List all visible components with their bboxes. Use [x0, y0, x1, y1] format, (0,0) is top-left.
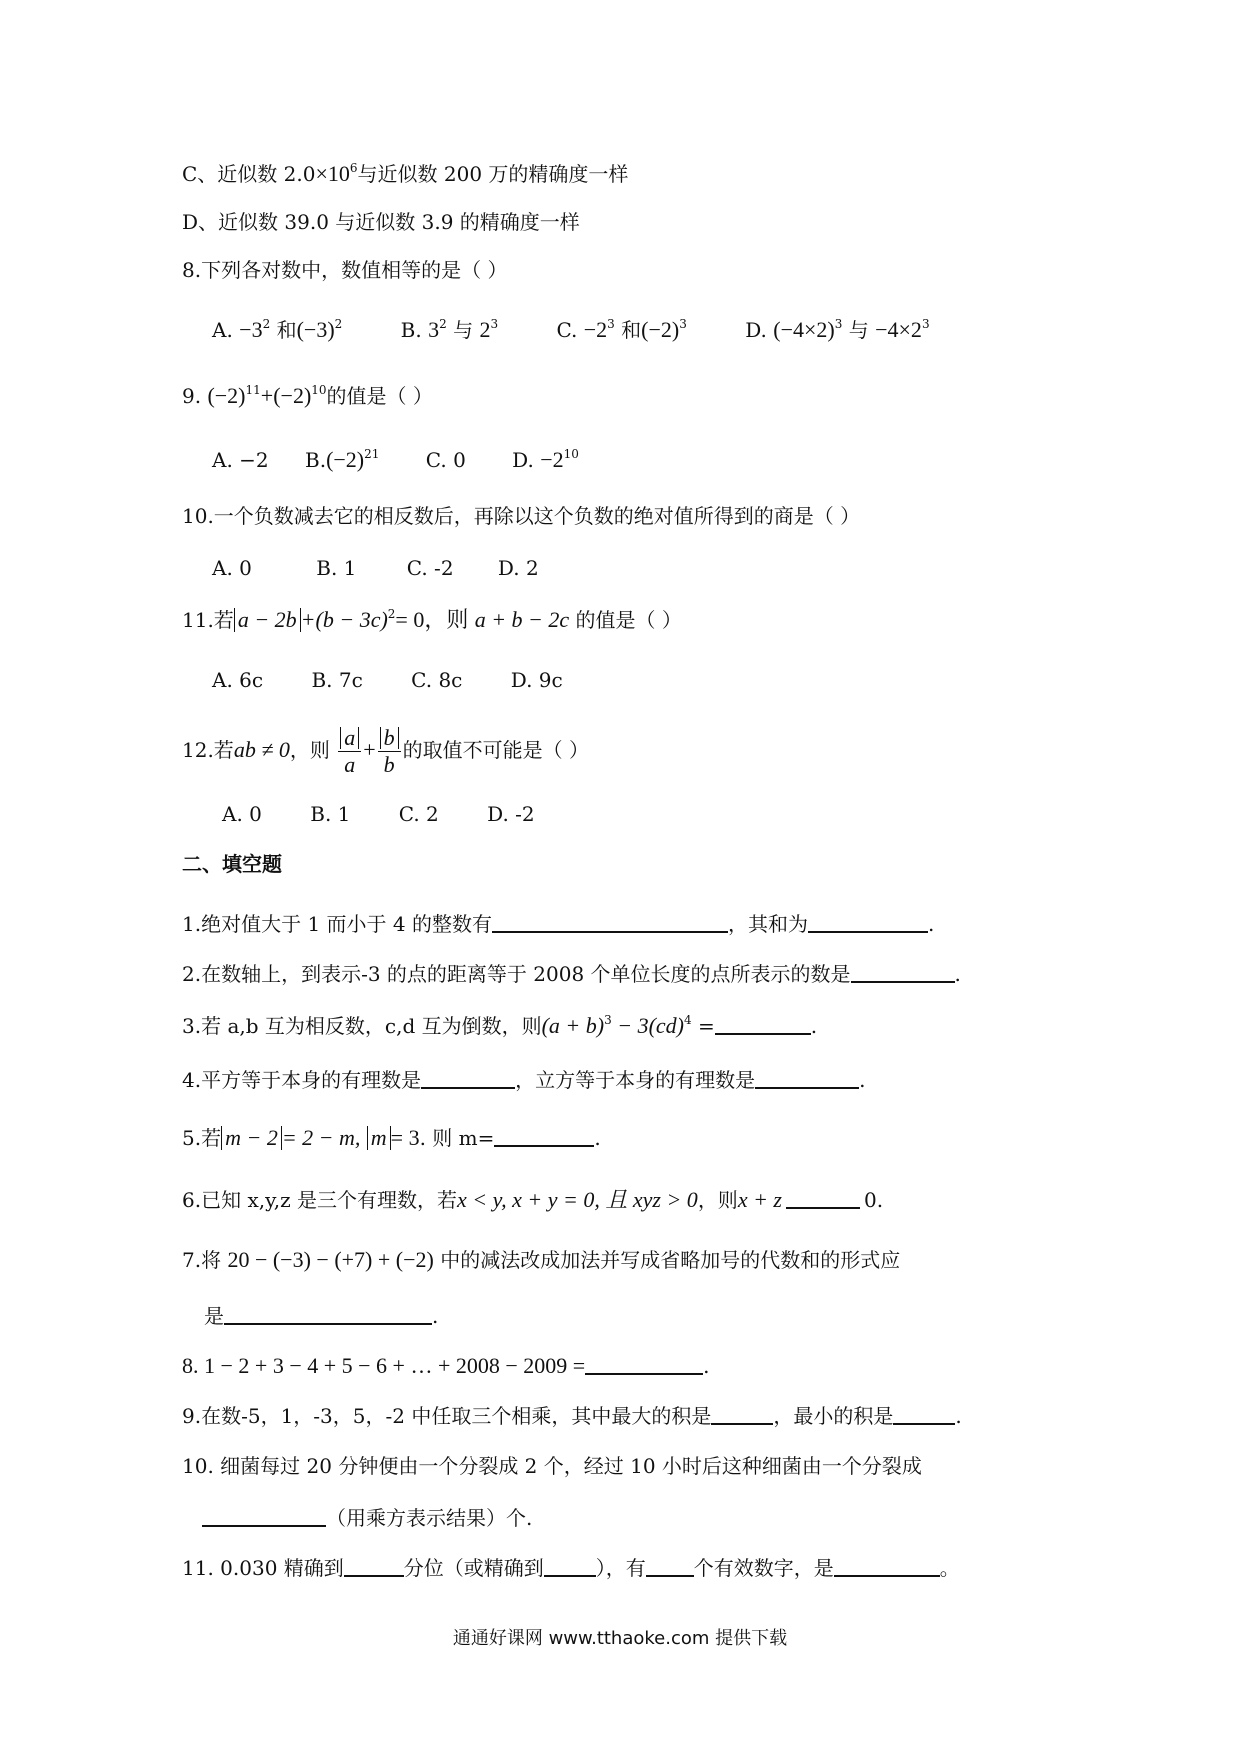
fill-1-end: . [927, 912, 935, 936]
question-8-text: 8.下列各对数中，数值相等的是（ ） [182, 258, 508, 282]
fill-question-3 [182, 1012, 817, 1040]
answer-blank[interactable] [834, 1557, 940, 1577]
fill-7-text1: 7.将 [182, 1248, 222, 1272]
answer-blank[interactable] [421, 1069, 515, 1089]
answer-blank[interactable] [851, 963, 955, 983]
option-8b-join: 与 [453, 318, 474, 342]
fill-9-text1: 9.在数-5，1，-3，5，-2 中任取三个相乘，其中最大的积是 [182, 1404, 712, 1428]
option-12d: D. -2 [487, 802, 535, 826]
answer-blank[interactable] [585, 1355, 703, 1375]
question-11-exp: 2 [387, 607, 396, 621]
fill-11-text4: 个有效数字，是 [693, 1556, 834, 1580]
option-10b: B. 1 [316, 556, 357, 580]
option-12c: C. 2 [398, 802, 439, 826]
question-12-text: 的取值不可能是（ ） [402, 738, 590, 762]
fill-6-cond: x < y, x + y = 0, 且 xyz > 0 [456, 1187, 698, 1212]
option-8c-exp1: 3 [607, 317, 615, 331]
option-8c-expr2: (−2) [641, 317, 680, 342]
option-8b-expr2: 2 [479, 317, 491, 342]
fraction-b [378, 725, 401, 778]
fraction-a-denominator: a [344, 752, 356, 777]
question-11-eq: = 0，则 [395, 607, 469, 632]
fill-question-5 [182, 1124, 601, 1152]
option-8b-exp2: 3 [490, 317, 499, 331]
question-9-stem [182, 382, 433, 410]
fill-question-6 [182, 1186, 883, 1214]
option-7d-text: D、近似数 39.0 与近似数 3.9 的精确度一样 [182, 210, 580, 234]
question-12-stem [182, 718, 589, 782]
option-11d: D. 9c [510, 668, 563, 692]
fill-7-end: . [432, 1304, 439, 1328]
fill-7-text2: 中的减法改成加法并写成省略加号的代数和的形式应 [440, 1248, 901, 1272]
fill-4-text2: ，立方等于本身的有理数是 [515, 1068, 756, 1092]
option-9b [305, 446, 379, 474]
fill-5-abs2: m [367, 1126, 391, 1150]
question-12-cond: ab ≠ 0 [233, 737, 290, 762]
option-7d [182, 208, 580, 236]
option-8c [556, 316, 686, 344]
fill-8-expr: 8. 1 − 2 + 3 − 4 + 5 − 6 + … + 2008 − 2009 = [182, 1353, 586, 1378]
answer-blank[interactable] [711, 1405, 773, 1425]
fill-question-10-cont [202, 1504, 532, 1532]
option-8b-exp1: 2 [439, 317, 447, 331]
option-11b: B. 7c [311, 668, 363, 692]
question-11-prefix: 11.若 [182, 608, 234, 632]
answer-blank[interactable] [224, 1305, 432, 1325]
fill-6-text2: ，则 [697, 1188, 738, 1212]
option-7c-times: ×10 [315, 161, 350, 186]
fill-7-expr: 20 − (−3) − (+7) + (−2) [227, 1247, 434, 1272]
answer-blank[interactable] [715, 1015, 811, 1035]
fraction-a [338, 725, 361, 778]
option-9c: C. 0 [425, 448, 466, 472]
option-8c-label: C. [556, 318, 578, 342]
fill-3-end: . [810, 1014, 818, 1038]
option-10c: C. -2 [406, 556, 454, 580]
option-8d-exp2: 3 [921, 317, 930, 331]
option-12b: B. 1 [310, 802, 351, 826]
question-10-options [212, 554, 591, 582]
fill-3-eq: = [691, 1014, 715, 1038]
fill-5-text1: 5.若 [182, 1126, 222, 1150]
question-8-options [212, 316, 982, 344]
fill-10-text1: 10. 细菌每过 20 分钟便由一个分裂成 2 个，经过 10 小时后这种细菌由一个分裂成 [182, 1454, 922, 1478]
question-9-expr1: (−2) [207, 383, 246, 408]
section-title [182, 850, 282, 878]
option-8b-expr1: 3 [428, 317, 440, 342]
page-footer [0, 1624, 1240, 1650]
fill-7-text3: 是 [204, 1304, 224, 1328]
fraction-a-numerator: a [340, 727, 359, 749]
fill-question-8 [182, 1352, 710, 1380]
fill-question-4 [182, 1066, 865, 1094]
answer-blank[interactable] [786, 1189, 860, 1209]
option-7c-suffix: 与近似数 200 万的精确度一样 [357, 162, 629, 186]
fill-6-text1: 6.已知 x,y,z 是三个有理数，若 [182, 1188, 457, 1212]
question-8-stem [182, 256, 507, 284]
question-9-options [212, 446, 631, 474]
fraction-b-denominator: b [383, 752, 395, 777]
fill-3-expr1: (a + b) [541, 1013, 605, 1038]
answer-blank[interactable] [808, 913, 928, 933]
question-9-exp2: 10 [311, 383, 327, 397]
option-11a: A. 6c [212, 668, 264, 692]
option-8d [745, 316, 929, 344]
question-11-mid: +(b − 3c) [300, 607, 388, 632]
option-8d-exp1: 3 [834, 317, 843, 331]
option-9a: A. −2 [212, 448, 269, 472]
option-8d-expr2: −4×2 [875, 317, 922, 342]
fill-2-text1: 2.在数轴上，到表示-3 的点的距离等于 2008 个单位长度的点所表示的数是 [182, 962, 851, 986]
fill-11-text2: 分位（或精确到 [403, 1556, 544, 1580]
option-8d-label: D. [745, 318, 767, 342]
question-11-expr: a + b − 2c [474, 607, 570, 632]
fill-8-end: . [703, 1354, 710, 1378]
footer-text: 通通好课网 www.tthaoke.com 提供下载 [452, 1628, 788, 1649]
option-8a-exp2: 2 [334, 317, 343, 331]
question-11-stem [182, 606, 682, 634]
option-9d-label: D. [512, 448, 534, 472]
fill-11-text1: 11. 0.030 精确到 [182, 1556, 344, 1580]
option-10a: A. 0 [212, 556, 252, 580]
answer-blank[interactable] [492, 913, 728, 933]
answer-blank[interactable] [755, 1069, 859, 1089]
question-12-then: ，则 [289, 738, 330, 762]
option-12a: A. 0 [222, 802, 262, 826]
question-9-text: 的值是（ ） [326, 384, 433, 408]
option-8c-join: 和 [621, 318, 642, 342]
fill-question-10 [182, 1452, 922, 1480]
fill-9-text2: ，最小的积是 [773, 1404, 894, 1428]
question-11-abs: a − 2b [234, 608, 301, 632]
fill-question-7 [182, 1246, 900, 1274]
fill-1-text1: 1.绝对值大于 1 而小于 4 的整数有 [182, 912, 492, 936]
fill-9-end: . [955, 1404, 962, 1428]
fill-4-text1: 4.平方等于本身的有理数是 [182, 1068, 422, 1092]
fill-4-end: . [859, 1068, 866, 1092]
option-9b-expr: (−2) [326, 447, 365, 472]
fill-3-text1: 3.若 a,b 互为相反数，c,d 互为倒数，则 [182, 1014, 542, 1038]
fill-5-mid: = 2 − m, [281, 1125, 361, 1150]
option-8a-expr2: (−3) [296, 317, 335, 342]
option-9d-expr: −2 [540, 447, 564, 472]
answer-blank[interactable] [494, 1127, 594, 1147]
option-9b-label: B. [305, 448, 327, 472]
option-10d: D. 2 [497, 556, 539, 580]
answer-blank[interactable] [202, 1507, 326, 1527]
option-8a-join: 和 [276, 318, 297, 342]
fill-3-expr2: − 3(cd) [611, 1013, 685, 1038]
answer-blank[interactable] [646, 1557, 694, 1577]
option-8d-join: 与 [848, 318, 869, 342]
fill-3-exp1: 3 [604, 1013, 612, 1027]
fill-question-11 [182, 1554, 960, 1582]
option-8c-expr1: −2 [583, 317, 608, 342]
section-title-text: 二、填空题 [182, 852, 282, 876]
option-8b-label: B. [400, 318, 422, 342]
option-8a-expr1: −3 [239, 317, 263, 342]
fill-1-text2: ，其和为 [727, 912, 808, 936]
question-9-exp1: 11 [245, 383, 261, 397]
option-9d [512, 446, 579, 474]
option-8a [212, 316, 342, 344]
fill-question-2 [182, 960, 961, 988]
fill-question-7-cont [204, 1302, 438, 1330]
fill-5-end: . [594, 1126, 601, 1150]
answer-blank[interactable] [893, 1405, 955, 1425]
fill-question-1 [182, 910, 934, 938]
fill-10-text2: （用乘方表示结果）个. [326, 1506, 533, 1530]
option-8a-exp1: 2 [262, 317, 271, 331]
fill-2-end: . [954, 962, 961, 986]
fill-question-9 [182, 1402, 962, 1430]
fill-5-abs1: m − 2 [221, 1126, 282, 1150]
question-11-text: 的值是（ ） [575, 608, 682, 632]
question-11-options [212, 666, 615, 694]
option-8a-label: A. [212, 318, 233, 342]
answer-blank[interactable] [544, 1557, 596, 1577]
question-10-text: 10.一个负数减去它的相反数后，再除以这个负数的绝对值所得到的商是（ ） [182, 504, 861, 528]
fill-11-end: 。 [939, 1556, 960, 1580]
option-8b [401, 316, 498, 344]
question-12-options [222, 800, 587, 828]
option-7c-prefix: C、近似数 2.0 [182, 162, 316, 186]
fill-11-text3: ），有 [595, 1556, 646, 1580]
question-12-prefix: 12.若 [182, 738, 234, 762]
option-7c [182, 160, 628, 188]
question-9-num: 9. [182, 384, 202, 408]
option-7c-exp: 6 [349, 161, 358, 175]
option-9b-exp: 21 [364, 447, 380, 461]
option-8d-expr1: (−4×2) [773, 317, 835, 342]
fill-6-expr: x + z [737, 1187, 782, 1212]
option-9d-exp: 10 [563, 447, 579, 461]
fill-3-exp2: 4 [684, 1013, 692, 1027]
fraction-b-numerator: b [380, 727, 399, 749]
question-10-stem [182, 502, 860, 530]
question-9-plus: +(−2) [260, 383, 312, 408]
answer-blank[interactable] [344, 1557, 404, 1577]
fill-5-eq: = 3 [390, 1125, 420, 1150]
fill-5-text2: . 则 m= [419, 1126, 495, 1150]
fill-6-end: 0. [863, 1188, 884, 1212]
option-8c-exp2: 3 [679, 317, 687, 331]
option-11c: C. 8c [411, 668, 463, 692]
question-12-plus: + [363, 737, 376, 762]
